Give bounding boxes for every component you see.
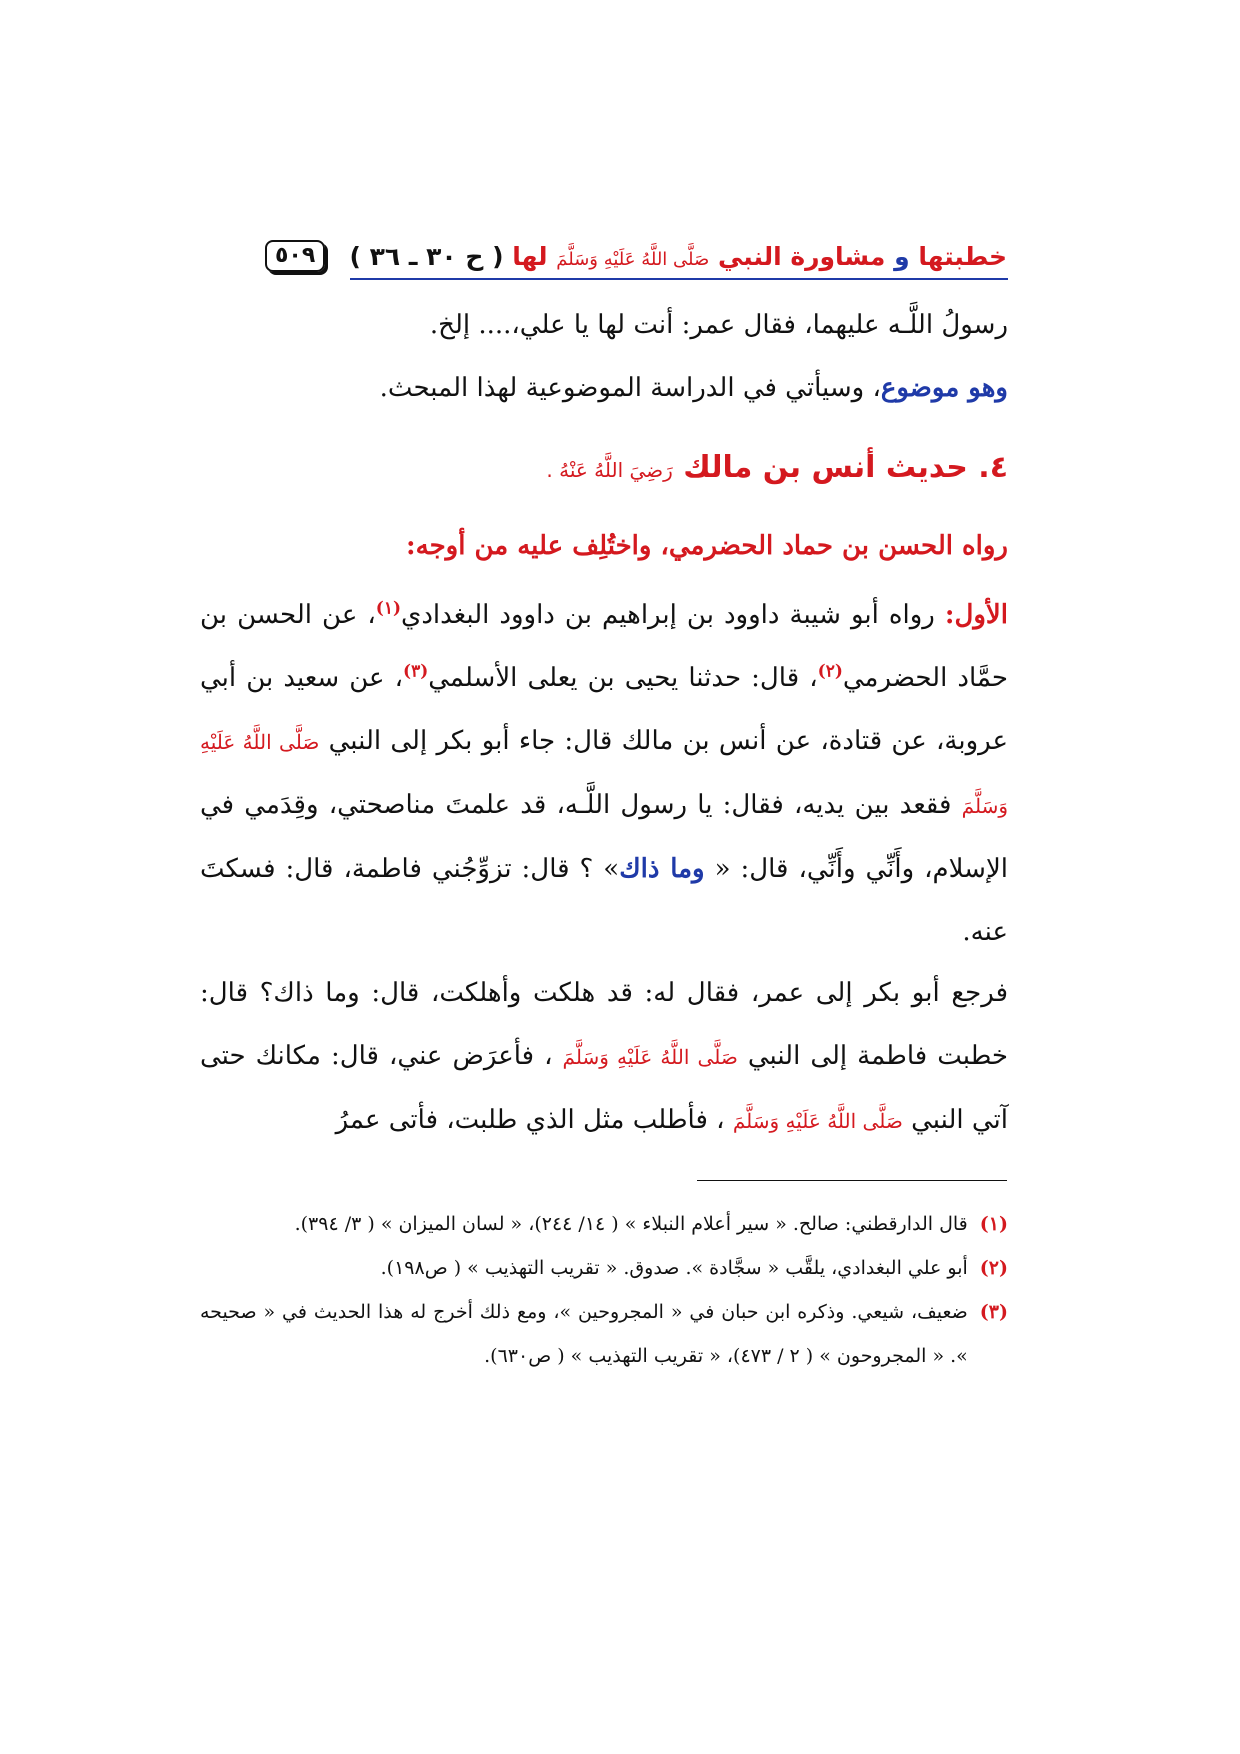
header-title-part1: خطبتها xyxy=(918,241,1007,271)
header-title-part2: و xyxy=(894,241,910,271)
footnote-text: ضعيف، شيعي. وذكره ابن حبان في « المجروحين »، ومع ذلك أخرج له هذا الحديث في « صحيحه ». « المجروحون » ( ٢ / ٤٧٣)، « تقريب التهذيب » ( ص٦٣٠). xyxy=(200,1301,968,1367)
p2-text-3: ، فأطلب مثل الذي طلبت، فأتى عمرُ xyxy=(335,1105,733,1135)
paragraph-first-way xyxy=(200,584,1008,964)
footnote-number: (٢) xyxy=(979,1257,1008,1279)
section-heading-end: . xyxy=(546,458,560,482)
footnote-ref-1[interactable]: (١) xyxy=(375,598,401,619)
p1-text-3: ، قال: حدثنا يحيى بن يعلى الأسلمي xyxy=(428,663,818,693)
footnote-3 xyxy=(200,1290,1008,1378)
paragraph-second xyxy=(200,962,1008,1153)
footnotes xyxy=(200,1202,1008,1378)
p2-text-2: ، فأعرَض عني، قال: مكانك حتى آتي النبي xyxy=(200,1041,1008,1135)
p2-honorific-1: صَلَّى اللَّهُ عَلَيْهِ وَسَلَّمَ xyxy=(562,1045,738,1069)
p1-text-2: ، عن الحسن بن حمَّاد الحضرمي xyxy=(200,600,1008,693)
footnote-number: (١) xyxy=(979,1213,1008,1235)
header-honorific: صَلَّى اللَّهُ عَلَيْهِ وَسَلَّمَ xyxy=(556,248,710,270)
header-hadith-range: ( ح ٣٠ ـ ٣٦ ) xyxy=(349,241,504,271)
section-heading-title: ٤. حديث أنس بن مالك xyxy=(683,450,1008,485)
footnote-ref-2[interactable]: (٢) xyxy=(817,661,843,682)
body-line-1: رسولُ اللَّـه عليهما، فقال عمر: أنت لها يا علي،.... إلخ. xyxy=(429,310,1008,340)
intro-lines xyxy=(200,294,1008,420)
p2-text-1: فرجع أبو بكر إلى عمر، فقال له: قد هلكت وأهلكت، قال: وما ذاك؟ قال: خطبت فاطمة إلى النبي xyxy=(200,978,1008,1071)
p1-text-4: ، عن سعيد بن أبي عروبة، عن قتادة، عن أنس بن مالك قال: جاء أبو بكر إلى النبي xyxy=(200,663,1008,756)
footnote-separator xyxy=(697,1180,1007,1181)
footnote-ref-3[interactable]: (٣) xyxy=(403,661,429,682)
footnote-number: (٣) xyxy=(979,1301,1008,1323)
p1-text-6: » ؟ قال: تزوِّجُني فاطمة، قال: فسكتَ عنه. xyxy=(200,854,1008,947)
section-heading-honorific: رَضِيَ اللَّهُ عَنْهُ xyxy=(559,458,673,482)
footnote-text: أبو علي البغدادي، يلقَّب « سجَّادة ». صدوق. « تقريب التهذيب » ( ص١٩٨). xyxy=(380,1257,968,1279)
page-number: ٥٠٩ xyxy=(265,240,325,272)
footnote-2 xyxy=(200,1246,1008,1290)
footnote-text: قال الدارقطني: صالح. « سير أعلام النبلاء » ( ١٤/ ٢٤٤)، « لسان الميزان » ( ٣/ ٣٩٤). xyxy=(294,1213,968,1235)
header-title-part4: لها xyxy=(512,241,548,271)
header-title xyxy=(350,241,1007,272)
header-title-part3: مشاورة النبي xyxy=(717,241,886,271)
header-rule xyxy=(350,278,1008,280)
body-line-2-rest: ، وسيأتي في الدراسة الموضوعية لهذا المبحث. xyxy=(379,373,881,403)
narration-intro: رواه الحسن بن حماد الحضرمي، واختُلِف عليه من أوجه: xyxy=(406,531,1008,561)
first-way-label: الأول: xyxy=(944,600,1008,630)
running-header xyxy=(265,232,1007,272)
p1-prophet-quote: وما ذاك xyxy=(619,854,705,884)
p2-honorific-2: صَلَّى اللَّهُ عَلَيْهِ وَسَلَّمَ xyxy=(732,1109,903,1133)
p1-text-1: رواه أبو شيبة داوود بن إبراهيم بن داوود البغدادي xyxy=(401,600,945,630)
footnote-1 xyxy=(200,1202,1008,1246)
body-line-2 xyxy=(200,357,1008,420)
p1-honorific: صَلَّى اللَّهُ عَلَيْهِ وَسَلَّمَ xyxy=(200,730,1008,818)
mawdu-verdict: وهو موضوع xyxy=(880,373,1008,403)
section-heading xyxy=(200,448,1008,487)
p1-text-5: فقعد بين يديه، فقال: يا رسول اللَّـه، قد علمتَ مناصحتي، وقِدَمي في الإسلام، وأَنِّي وأَنِّي، قال: « xyxy=(200,790,1008,884)
